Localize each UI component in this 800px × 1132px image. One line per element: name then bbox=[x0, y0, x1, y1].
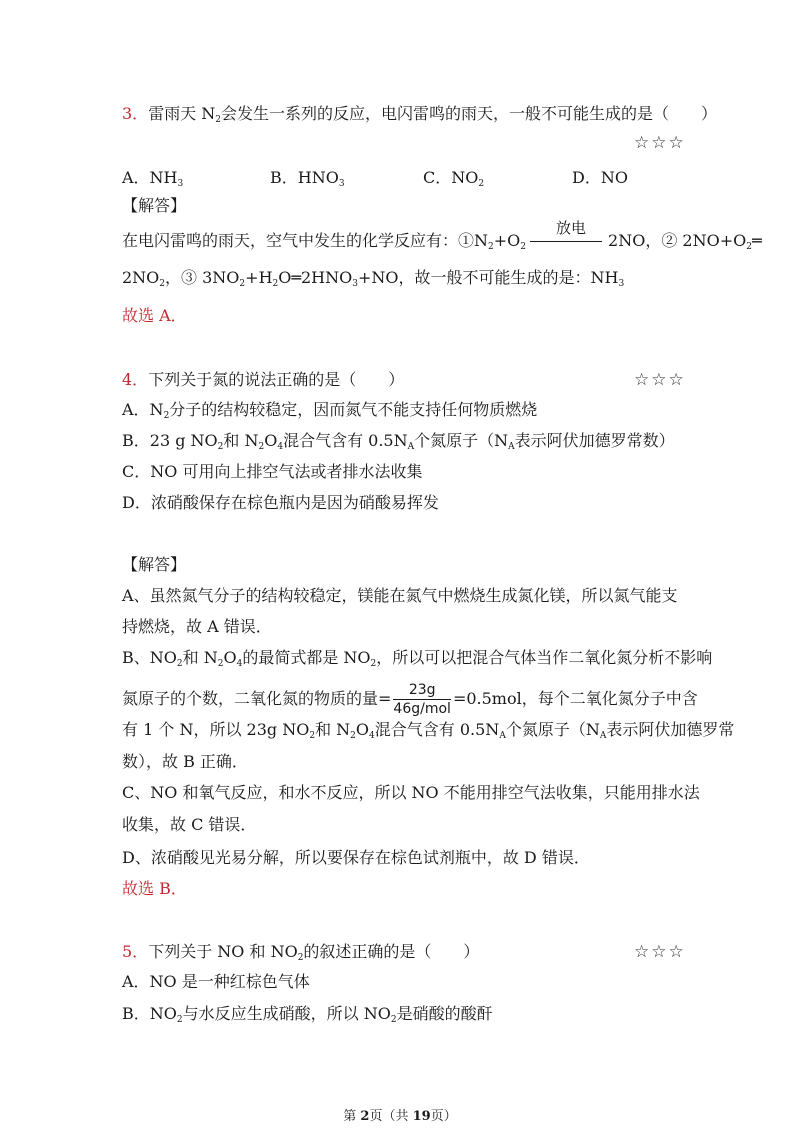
q5-difficulty-stars: ☆☆☆ bbox=[634, 942, 686, 962]
q3-number: 3． bbox=[122, 104, 149, 123]
page-footer: 第 2页（共 19页） bbox=[343, 1109, 457, 1124]
q5-option-a: A．NO 是一种红棕色气体 bbox=[122, 972, 310, 991]
q4-option-b: B．23 g $NO_2$和 $N_2O_4$混合气含有 $0.5N_A$个氮原子（$N_A$表示阿伏加德罗常数） bbox=[122, 431, 675, 452]
q4-solution-d: D、浓硝酸见光易分解，所以要保存在棕色试剂瓶中，故 D 错误． bbox=[122, 848, 590, 867]
q3-option-d: D．NO bbox=[572, 168, 628, 187]
q3-difficulty-stars: ☆☆☆ bbox=[634, 133, 686, 153]
q4-option-a: A．$N_2$分子的结构较稳定，因而氮气不能支持任何物质燃烧 bbox=[122, 400, 538, 421]
q4-answer-heading: 【解答】 bbox=[122, 555, 187, 574]
q3-option-b: B．$HNO_3$ bbox=[270, 168, 345, 189]
q3-stem: 3．雷雨天 $N_2$会发生一系列的反应，电闪雷鸣的雨天，一般不可能生成的是（ ） bbox=[122, 104, 718, 125]
q4-final-answer: 故选 B． bbox=[122, 879, 187, 898]
reaction-condition-arrow: 放电 bbox=[526, 232, 608, 252]
q5-option-b: B．$NO_2$与水反应生成硝酸，所以 $NO_2$是硝酸的酸酐 bbox=[122, 1004, 493, 1025]
q5-number: 5． bbox=[122, 942, 149, 961]
q4-number: 4． bbox=[122, 370, 149, 389]
moles-fraction: $\frac{23g}{\text{46g/mol}}$ bbox=[393, 682, 451, 717]
q3-option-c: C．$NO_2$ bbox=[423, 168, 485, 189]
q3-option-a: A．$NH_3$ bbox=[122, 168, 184, 189]
q3-final-answer: 故选 A． bbox=[122, 306, 187, 325]
q3-answer-heading: 【解答】 bbox=[122, 196, 187, 215]
q4-solution-b-line3: 有 1 个 N，所以 23g $NO_2$和 $N_2O_4$混合气含有 $0.5N_A$个氮原子（$N_A$表示阿伏加德罗常 bbox=[122, 720, 735, 741]
q4-solution-b-line4: 数），故 B 正确． bbox=[122, 752, 248, 771]
q3-solution-line1: 在电闪雷鸣的雨天，空气中发生的化学反应有：$①N_2+O_2$ 放电 2NO，② $2NO+O_2═$ bbox=[122, 218, 762, 252]
q4-solution-c-line1: C、NO 和氧气反应，和水不反应，所以 NO 不能用排空气法收集，只能用排水法 bbox=[122, 783, 700, 802]
q4-stem: 4．下列关于氮的说法正确的是（ ） bbox=[122, 370, 405, 389]
total-page-count: 19 bbox=[412, 1109, 431, 1124]
q4-difficulty-stars: ☆☆☆ bbox=[634, 370, 686, 390]
q4-option-c: C．NO 可用向上排空气法或者排水法收集 bbox=[122, 462, 423, 481]
q4-solution-c-line2: 收集，故 C 错误． bbox=[122, 815, 257, 834]
q4-solution-b-line2: 氮原子的个数，二氧化氮的物质的量= $\frac{23g}{\text{46g/mol}}$ =0.5mol，每个二氧化氮分子中含 bbox=[122, 682, 698, 717]
q4-solution-a-line2: 持燃烧，故 A 错误． bbox=[122, 617, 272, 636]
q4-option-d: D．浓硝酸保存在棕色瓶内是因为硝酸易挥发 bbox=[122, 493, 439, 512]
q4-solution-a-line1: A、虽然氮气分子的结构较稳定，镁能在氮气中燃烧生成氮化镁，所以氮气能支 bbox=[122, 586, 678, 605]
q5-stem: 5．下列关于 NO 和 $NO_2$的叙述正确的是（ ） bbox=[122, 942, 480, 963]
current-page-number: 2 bbox=[360, 1109, 370, 1124]
q3-solution-line2: $2NO_2$，③ $3NO_2+H_2O═2HNO_3+NO$，故一般不可能生成的是：$NH_3$ bbox=[122, 268, 625, 289]
q4-solution-b-line1: B、$NO_2$和 $N_2O_4$的最简式都是 $NO_2$，所以可以把混合气体当作二氧化氮分析不影响 bbox=[122, 648, 713, 669]
